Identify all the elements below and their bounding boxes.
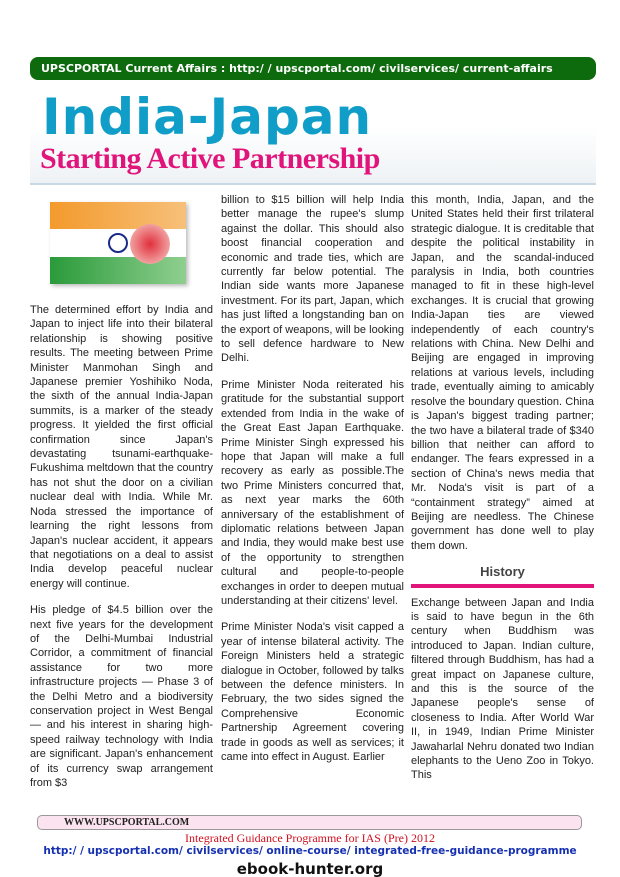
current-affairs-banner[interactable]: UPSCPORTAL Current Affairs : http:/ / upscportal.com/ civilservices/ current-affairs xyxy=(30,57,596,80)
history-heading: History xyxy=(480,564,525,580)
site-footer-link[interactable]: WWW.UPSCPORTAL.COM xyxy=(37,815,582,830)
japan-sun-icon xyxy=(130,224,170,264)
paragraph: billion to $15 billion will help India better manage the rupee's slump against the dollar. This should also boost financial cooperation and economic and trade ties, which are currently far below potential. The Indian side wants more Japanese investment. For its part, Japan, which has just lifted a longstanding ban on the export of weapons, will be looking to sell defence hardware to New Delhi. xyxy=(221,194,404,365)
history-divider xyxy=(411,584,594,588)
column-2 xyxy=(221,193,404,764)
page-title: India-Japan xyxy=(42,88,373,146)
paragraph: Prime Minister Noda reiterated his gratitude for the substantial support extended from India in the wake of the Great East Japan Earthquake. Prime Minister Singh expressed his hope that Japan will make a full recovery as early as possible.The two Prime Ministers concurred that, as next year marks the 60th anniversary of the establishment of diplomatic relations between Japan and India, they would make best use of the opportunity to strengthen cultural and people-to-people exchanges in order to deepen mutual understanding at their citizens' level. xyxy=(221,378,404,607)
paragraph: His pledge of $4.5 billion over the next five years for the development of the Delhi-Mumbai Industrial Corridor, a commitment of financial assistance for two more infrastructure projects — Phase 3 of the Delhi Metro and a biodiversity conservation project in West Bengal — and his interest in sharing high-speed railway technology with India are significant. Japan's enhancement of its currency swap arrangement from $3 xyxy=(30,604,213,789)
programme-link[interactable]: http:/ / upscportal.com/ civilservices/ online-course/ integrated-free-guidance-programme xyxy=(43,845,577,857)
paragraph: Prime Minister Noda's visit capped a year of intense bilateral activity. The Foreign Ministers held a strategic dialogue in October, followed by talks between the defence ministers. In February, the two sides signed the Comprehensive Economic Partnership Agreement covering trade in goods as well as services; it came into effect in August. Earlier xyxy=(221,621,404,764)
article-header xyxy=(30,88,596,185)
programme-title: Integrated Guidance Programme for IAS (Pre) 2012 xyxy=(185,831,435,845)
watermark xyxy=(0,859,620,877)
paragraph: The determined effort by India and Japan to inject life into their bilateral relationship is showing positive results. The meeting between Prime Minister Manmohan Singh and Japanese premier Yoshihiko Noda, the sixth of the annual India-Japan summits, is a marker of the steady progress. It yielded the first official confirmation since Japan's devastating tsunami-earthquake-Fukushima meltdown that the country has not shut the door on a civilian nuclear deal with India. While Mr. Noda stressed the importance of learning the right lessons from Japan's nuclear accident, it appears that negotiations on a deal to assist India develop peaceful nuclear energy will continue. xyxy=(30,304,213,590)
column-3 xyxy=(411,193,594,783)
page-subtitle: Starting Active Partnership xyxy=(40,142,380,175)
paragraph: Exchange between Japan and India is said to have begun in the 6th century when Buddhism was introduced to Japan. Indian culture, filtered through Buddhism, has had a great impact on Japanese culture, and this is the source of the Japanese people's sense of closeness to India. After World War II, in 1949, Indian Prime Minister Jawaharlal Nehru donated two Indian elephants to the Ueno Zoo in Tokyo. This xyxy=(411,596,594,782)
india-japan-flag-image xyxy=(50,202,186,284)
paragraph: this month, India, Japan, and the United States held their first trilateral strategic dialogue. It is creditable that despite the political instability in Japan, and the scandal-induced paralysis in India, both countries managed to fit in these high-level exchanges. It is crucial that growing India-Japan ties are viewed independently of each country's relations with China. New Delhi and Beijing are engaged in improving relations at various levels, including trade, eventually aiming to amicably resolve the boundary question. China is Japan's biggest trading partner; the two have a bilateral trade of $340 billion that neither can afford to endanger. The fears expressed in a section of China's news media that Mr. Noda's visit is part of a “containment strategy” aimed at Beijing are needless. The Chinese government has done well to play them down. xyxy=(411,194,594,552)
ashoka-chakra-icon xyxy=(108,233,128,253)
watermark-text: ebook-hunter.org xyxy=(236,860,384,877)
column-1 xyxy=(30,303,213,790)
